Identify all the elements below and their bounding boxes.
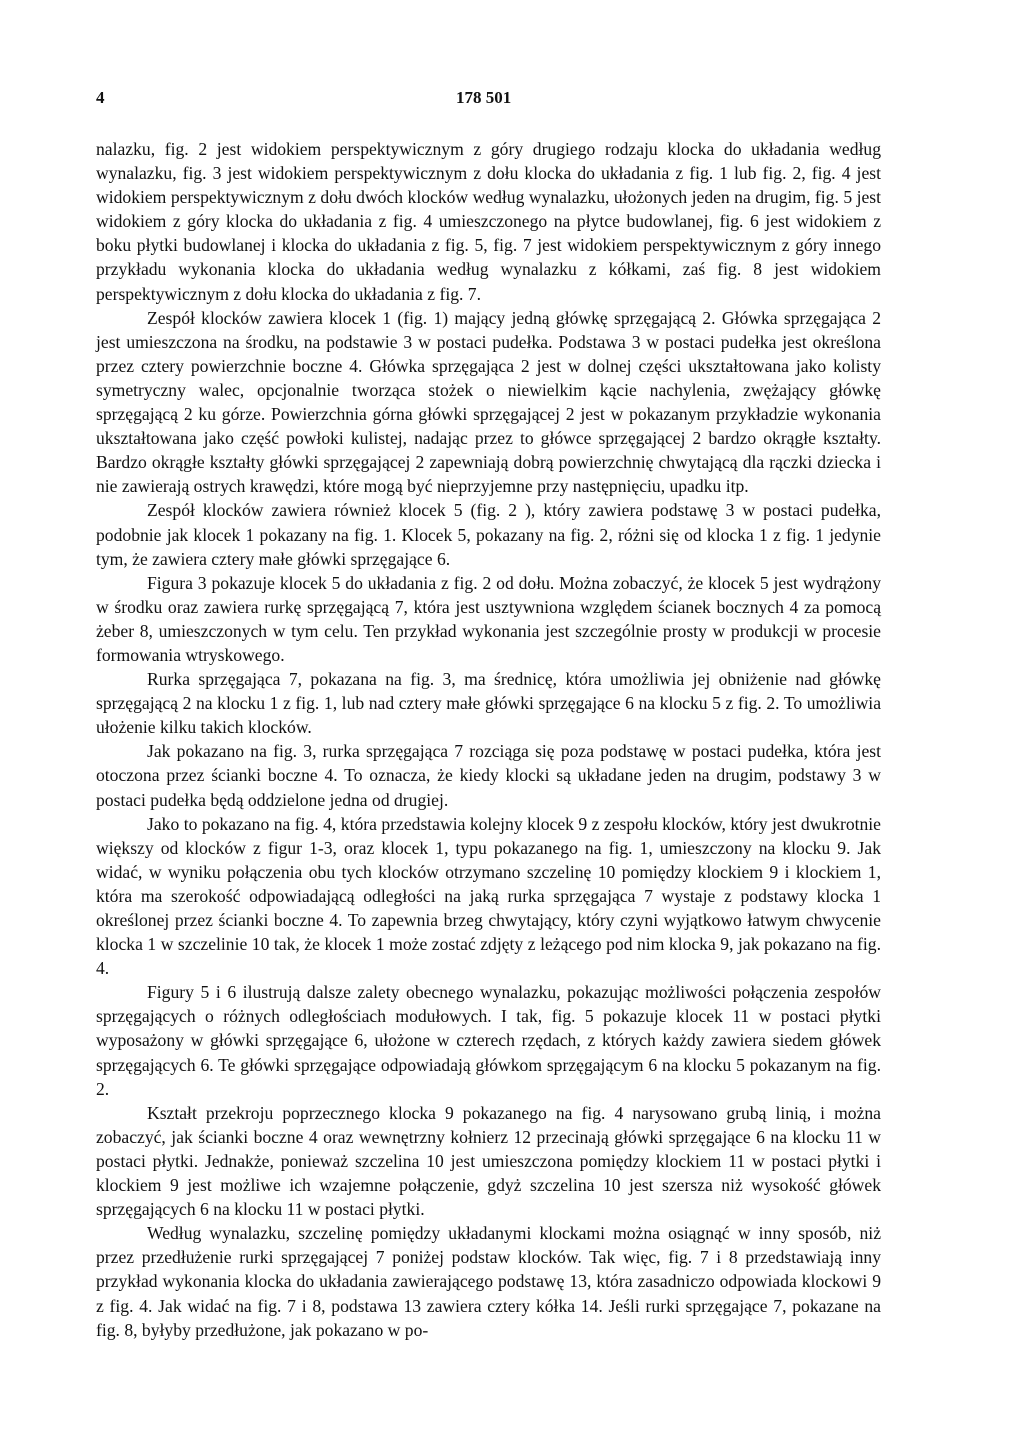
page-number: 4: [96, 88, 105, 107]
paragraph-continued: nalazku, fig. 2 jest widokiem perspektywicznym z góry drugiego rodzaju klocka do układania według wynalazku, fig. 3 jest widokiem perspektywicznym z dołu klocka do układania z fig. 1 lub fig. 2, fig. 4 jest widokiem perspektywicznym z dołu dwóch klocków według wynalazku, ułożonych jeden na drugim, fig. 5 jest widokiem z góry klocka do układania z fig. 4 umieszczonego na płytce budowlanej, fig. 6 jest widokiem z boku płytki budowlanej i klocka do układania z fig. 5, fig. 7 jest widokiem perspektywicznym z góry innego przykładu wykonania klocka do układania według wynalazku z kółkami, zaś fig. 8 jest widokiem perspektywicznym z dołu klocka do układania z fig. 7.: [96, 139, 881, 304]
paragraph: Zespół klocków zawiera również klocek 5 (fig. 2 ), który zawiera podstawę 3 w postaci pudełka, podobnie jak klocek 1 pokazany na fig. 1. Klocek 5, pokazany na fig. 2, różni się od klocka 1 z fig. 1 jedynie tym, że zawiera cztery małe główki sprzęgające 6.: [96, 500, 881, 569]
document-body: [96, 137, 881, 1342]
paragraph: Rurka sprzęgająca 7, pokazana na fig. 3, ma średnicę, która umożliwia jej obniżenie nad główkę sprzęgającą 2 na klocku 1 z fig. 1, lub nad cztery małe główki sprzęgające 6 na klocku 5 z fig. 2. To umożliwia ułożenie kilku takich klocków.: [96, 669, 881, 738]
page-header: [96, 88, 928, 112]
paragraph: Jak pokazano na fig. 3, rurka sprzęgająca 7 rozciąga się poza podstawę w postaci pudełka, która jest otoczona przez ścianki boczne 4. To oznacza, że kiedy klocki są układane jeden na drugim, podstawy 3 w postaci pudełka będą oddzielone jedna od drugiej.: [96, 741, 881, 810]
paragraph: Figura 3 pokazuje klocek 5 do układania z fig. 2 od dołu. Można zobaczyć, że klocek 5 jest wydrążony w środku oraz zawiera rurkę sprzęgającą 7, która jest usztywniona względem ścianek bocznych 4 za pomocą żeber 8, umieszczonych w tym celu. Ten przykład wykonania jest szczególnie prosty w produkcji w procesie formowania wtryskowego.: [96, 572, 881, 665]
paragraph: Zespół klocków zawiera klocek 1 (fig. 1) mający jedną główkę sprzęgającą 2. Główka sprzęgająca 2 jest umieszczona na środku, na podstawie 3 w postaci pudełka. Podstawa 3 w postaci pudełka jest określona przez cztery powierzchnie boczne 4. Główka sprzęgająca 2 jest w dolnej części ukształtowana jako kolisty symetryczny walec, opcjonalnie tworząca stożek o niewielkim kącie nachylenia, zwężający główkę sprzęgającą 2 ku górze. Powierzchnia górna główki sprzęgającej 2 jest w pokazanym przykładzie wykonania ukształtowana jako część powłoki kulistej, nadając przez to główce sprzęgającej 2 bardzo okrągłe kształty. Bardzo okrągłe kształty główki sprzęgającej 2 zapewniają dobrą powierzchnię chwytającą dla rączki dziecka i nie zawierają ostrych krawędzi, które mogą być nieprzyjemne przy następnięciu, upadku itp.: [96, 307, 881, 497]
paragraph: Według wynalazku, szczelinę pomiędzy układanymi klockami można osiągnąć w inny sposób, niż przez przedłużenie rurki sprzęgającej 7 poniżej podstaw klocków. Tak więc, fig. 7 i 8 przedstawiają inny przykład wykonania klocka do układania zawierającego podstawę 13, która zasadniczo odpowiada klockowi 9 z fig. 4. Jak widać na fig. 7 i 8, podstawa 13 zawiera cztery kółka 14. Jeśli rurki sprzęgające 7, pokazane na fig. 8, byłyby przedłużone, jak pokazano w po-: [96, 1223, 881, 1340]
paragraph: Kształt przekroju poprzecznego klocka 9 pokazanego na fig. 4 narysowano grubą linią, i można zobaczyć, jak ścianki boczne 4 oraz wewnętrzny kołnierz 12 przecinają główki sprzęgające 6 na klocku 11 w postaci płytki. Jednakże, ponieważ szczelina 10 jest umieszczona pomiędzy klockiem 11 w postaci płytki i klockiem 9 jest możliwe ich wzajemne połączenie, gdyż szczelina 10 jest szersza niż wysokość główek sprzęgających 6 na klocku 11 w postaci płytki.: [96, 1102, 881, 1220]
patent-number: 178 501: [456, 88, 512, 107]
paragraph: Figury 5 i 6 ilustrują dalsze zalety obecnego wynalazku, pokazując możliwości połączenia zespołów sprzęgających o różnych odległościach modułowych. I tak, fig. 5 pokazuje klocek 11 w postaci płytki wyposażony w główki sprzęgające 6, ułożone w czterech rzędach, z których każdy zawiera siedem główek sprzęgających 6. Te główki sprzęgające odpowiadają główkom sprzęgającym 6 na klocku 5 pokazanym na fig. 2.: [96, 982, 881, 1099]
paragraph: Jako to pokazano na fig. 4, która przedstawia kolejny klocek 9 z zespołu klocków, który jest dwukrotnie większy od klocków z figur 1-3, oraz klocek 1, typu pokazanego na fig. 1, umieszczony na klocku 9. Jak widać, w wyniku połączenia obu tych klocków otrzymano szczelinę 10 pomiędzy klockiem 9 i klockiem 1, która ma szerokość odpowiadającą odległości na jaką rurka sprzęgająca 7 wystaje z podstawy klocka 1 określonej przez ścianki boczne 4. To zapewnia brzeg chwytający, który czyni wyjątkowo łatwym chwycenie klocka 1 w szczelinie 10 tak, że klocek 1 może zostać zdjęty z leżącego pod nim klocka 9, jak pokazano na fig. 4.: [96, 813, 881, 979]
